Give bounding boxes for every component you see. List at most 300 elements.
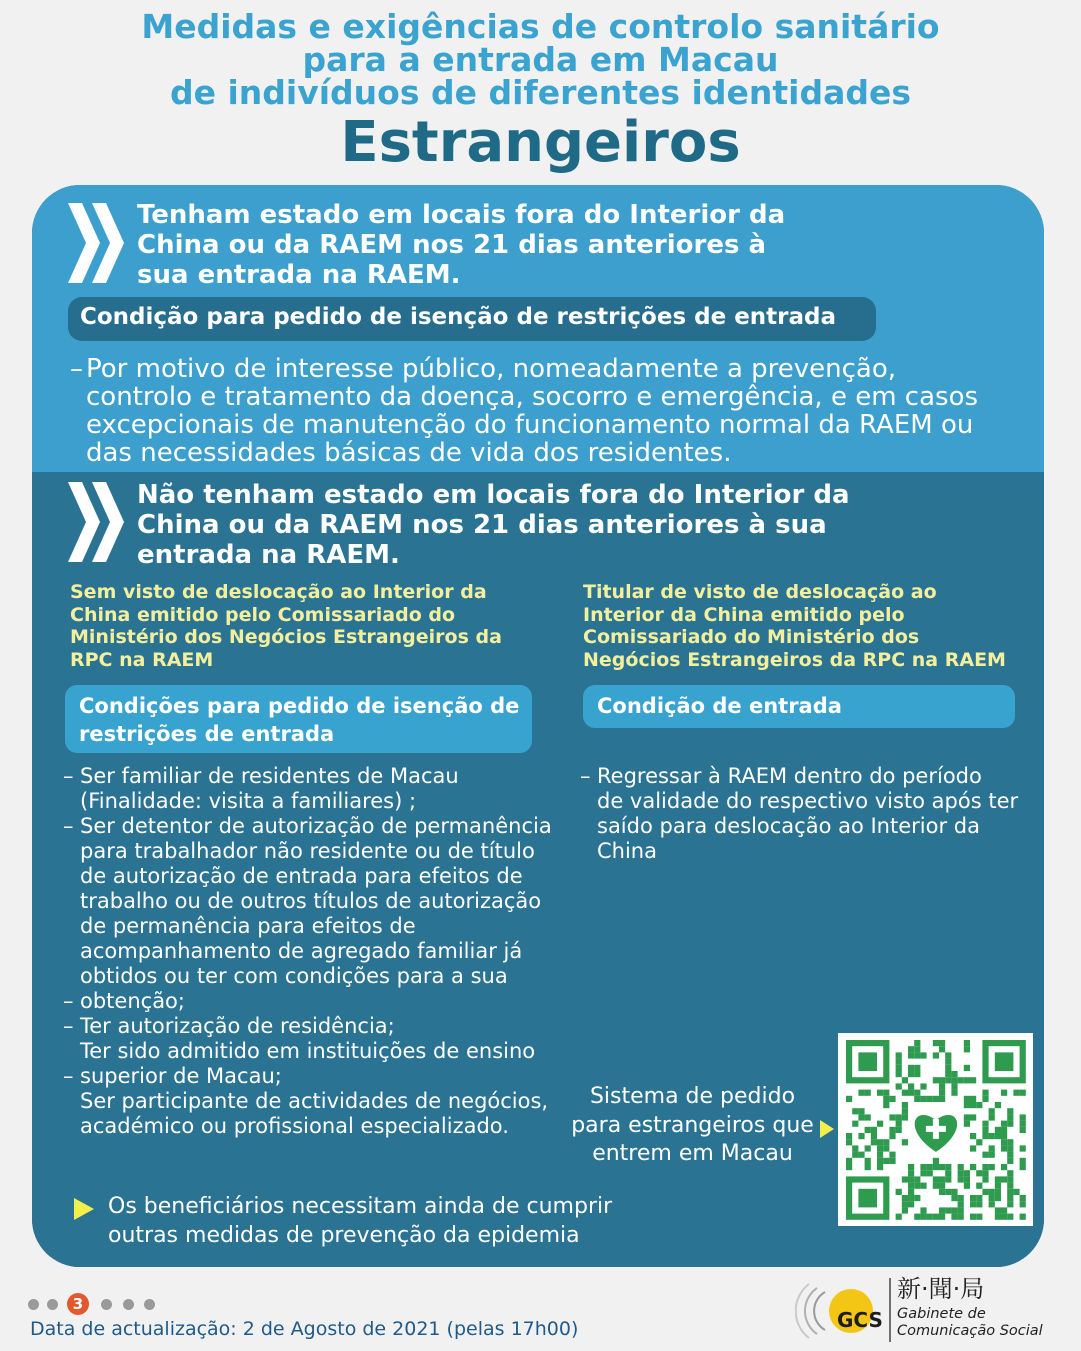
triangle-arrow-icon — [74, 1198, 94, 1220]
qr-module — [902, 1108, 908, 1114]
qr-module — [889, 1114, 895, 1120]
qr-module — [939, 1096, 945, 1102]
triangle-arrow-icon — [820, 1120, 834, 1138]
qr-module — [908, 1176, 914, 1182]
qr-module — [1001, 1139, 1007, 1145]
list-item — [63, 814, 552, 839]
note-line: Os beneficiários necessitam ainda de cumprir — [108, 1194, 613, 1219]
qr-module — [945, 1164, 951, 1170]
qr-module — [976, 1201, 982, 1207]
qr-module — [958, 1176, 964, 1182]
qr-module — [1020, 1145, 1026, 1151]
qr-module — [846, 1139, 852, 1145]
qr-module — [995, 1207, 1001, 1213]
qr-module — [914, 1096, 920, 1102]
list-item-text: acompanhamento de agregado familiar já — [80, 939, 523, 963]
epidemic-note — [108, 1192, 612, 1250]
qr-module — [1001, 1176, 1007, 1182]
qr-module — [964, 1170, 970, 1176]
qr-module — [908, 1201, 914, 1207]
qr-module — [970, 1201, 976, 1207]
qr-module — [995, 1176, 1001, 1182]
condition-line: Condições para pedido de isenção de — [79, 694, 520, 718]
logo-chinese-name: 新·聞·局 — [897, 1275, 985, 1303]
list-item-text: (Finalidade: visita a familiares) ; — [80, 789, 417, 813]
qr-module — [964, 1065, 970, 1071]
qr-module — [846, 1133, 852, 1139]
list-item — [80, 914, 552, 939]
qr-module — [1020, 1114, 1026, 1120]
qr-module — [908, 1189, 914, 1195]
dash-marker: – — [63, 764, 74, 788]
double-chevron-icon — [68, 203, 126, 283]
qr-module — [933, 1052, 939, 1058]
title-line-2: para a entrada em Macau — [302, 40, 779, 79]
qr-module — [908, 1046, 914, 1052]
section1-heading — [137, 200, 785, 290]
list-item — [80, 839, 552, 864]
qr-module — [945, 1059, 951, 1065]
qr-module — [1007, 1121, 1013, 1127]
qr-module — [958, 1201, 964, 1207]
qr-module — [889, 1127, 895, 1133]
qr-module — [902, 1114, 908, 1120]
qr-module — [989, 1201, 995, 1207]
qr-module — [902, 1195, 908, 1201]
qr-module — [1013, 1090, 1019, 1096]
subhead-line: Negócios Estrangeiros da RPC na RAEM — [583, 648, 1006, 671]
qr-module — [945, 1052, 951, 1058]
qr-module — [858, 1152, 864, 1158]
list-item-text: Ser participante de actividades de negócios, — [80, 1089, 549, 1113]
qr-module — [889, 1096, 895, 1102]
qr-finder — [858, 1189, 877, 1208]
list-item-text: Ser familiar de residentes de Macau — [80, 764, 459, 788]
qr-module — [920, 1183, 926, 1189]
qr-module — [846, 1164, 852, 1170]
qr-module — [958, 1077, 964, 1083]
qr-module — [995, 1102, 1001, 1108]
list-item-text: trabalho ou de outros títulos de autorização — [80, 889, 542, 913]
qr-module — [1001, 1214, 1007, 1220]
qr-module — [902, 1102, 908, 1108]
qr-module — [1020, 1214, 1026, 1220]
list-item — [80, 1114, 552, 1139]
qr-module — [927, 1214, 933, 1220]
qr-module — [1020, 1158, 1026, 1164]
qr-caption-line: entrem em Macau — [592, 1141, 793, 1166]
qr-module — [982, 1152, 988, 1158]
heading-line: China ou da RAEM nos 21 dias anteriores à — [137, 230, 767, 260]
qr-module — [964, 1046, 970, 1052]
qr-module — [846, 1096, 852, 1102]
qr-module — [1001, 1133, 1007, 1139]
qr-module — [920, 1207, 926, 1213]
qr-module — [933, 1040, 939, 1046]
subhead-line: Titular de visto de deslocação ao — [583, 581, 937, 603]
qr-module — [939, 1046, 945, 1052]
qr-module — [871, 1127, 877, 1133]
subhead-line: Comissariado do Ministério dos — [583, 626, 920, 648]
double-chevron-icon — [68, 482, 126, 562]
qr-module — [896, 1052, 902, 1058]
qr-module — [982, 1127, 988, 1133]
qr-module — [927, 1096, 933, 1102]
qr-module — [927, 1164, 933, 1170]
list-item — [580, 764, 1018, 789]
bullet-line: excepcionais de manutenção do funcionamento normal da RAEM ou — [86, 410, 974, 440]
qr-module — [883, 1145, 889, 1151]
qr-module — [896, 1071, 902, 1077]
qr-module — [846, 1158, 852, 1164]
qr-module — [1020, 1127, 1026, 1133]
qr-module — [933, 1096, 939, 1102]
qr-module — [951, 1083, 957, 1089]
qr-module — [908, 1195, 914, 1201]
qr-module — [914, 1183, 920, 1189]
qr-module — [1001, 1207, 1007, 1213]
qr-module — [852, 1145, 858, 1151]
list-item — [80, 789, 552, 814]
qr-module — [951, 1077, 957, 1083]
page-dot[interactable] — [47, 1299, 58, 1310]
qr-caption-line: para estrangeiros que — [571, 1112, 814, 1138]
qr-module — [933, 1214, 939, 1220]
qr-module — [902, 1176, 908, 1182]
qr-finder — [858, 1052, 877, 1071]
qr-module — [908, 1065, 914, 1071]
list-item-text: Regressar à RAEM dentro do período — [597, 764, 982, 788]
condition-line: restrições de entrada — [79, 722, 335, 746]
list-item-text: de autorização de entrada para efeitos de — [80, 864, 523, 888]
qr-caption — [565, 1083, 820, 1169]
qr-module — [920, 1164, 926, 1170]
qr-module — [877, 1145, 883, 1151]
qr-module — [964, 1077, 970, 1083]
qr-module — [1001, 1121, 1007, 1127]
qr-module — [896, 1114, 902, 1120]
list-item-text: Ser detentor de autorização de permanência — [80, 814, 552, 838]
section1-bullets — [70, 355, 1030, 467]
qr-module — [1007, 1183, 1013, 1189]
qr-module — [889, 1158, 895, 1164]
qr-module — [920, 1170, 926, 1176]
section2-heading — [137, 480, 850, 570]
qr-module — [970, 1195, 976, 1201]
qr-module — [877, 1164, 883, 1170]
logo-name-line: Gabinete de — [897, 1306, 986, 1322]
heading-line: sua entrada na RAEM. — [137, 260, 461, 290]
qr-module — [902, 1201, 908, 1207]
qr-module — [982, 1121, 988, 1127]
left-condition-label — [65, 685, 532, 753]
heading-line: entrada na RAEM. — [137, 540, 400, 570]
qr-module — [945, 1065, 951, 1071]
qr-module — [1013, 1189, 1019, 1195]
qr-module — [958, 1214, 964, 1220]
bullet-line: das necessidades básicas de vida dos residentes. — [86, 438, 732, 468]
qr-module — [933, 1164, 939, 1170]
qr-module — [896, 1059, 902, 1065]
qr-module — [908, 1170, 914, 1176]
qr-finder — [995, 1052, 1014, 1071]
page-dot-active[interactable]: 3 — [67, 1293, 89, 1315]
qr-code-icon — [838, 1033, 1033, 1226]
qr-module — [896, 1127, 902, 1133]
list-item-text: Ter autorização de residência; — [80, 1014, 395, 1038]
qr-module — [920, 1096, 926, 1102]
qr-module — [908, 1164, 914, 1170]
list-item — [63, 989, 552, 1014]
qr-module — [1007, 1201, 1013, 1207]
heading-line: Não tenham estado em locais fora do Interior da — [137, 480, 850, 510]
qr-module — [939, 1207, 945, 1213]
qr-caption-line: Sistema de pedido — [589, 1084, 796, 1109]
qr-module — [877, 1158, 883, 1164]
bullet-line: Por motivo de interesse público, nomeadamente a prevenção, — [86, 354, 897, 384]
qr-module — [858, 1133, 864, 1139]
qr-module — [883, 1158, 889, 1164]
qr-module — [970, 1145, 976, 1151]
list-item-text: saído para deslocação ao Interior da — [597, 814, 980, 838]
list-item — [80, 939, 552, 964]
qr-module — [908, 1083, 914, 1089]
qr-module — [951, 1189, 957, 1195]
qr-module — [958, 1195, 964, 1201]
gcs-logo — [795, 1272, 1065, 1347]
logo-portuguese-name — [897, 1306, 1043, 1340]
qr-module — [970, 1214, 976, 1220]
qr-module — [958, 1207, 964, 1213]
qr-module — [889, 1152, 895, 1158]
qr-module — [939, 1183, 945, 1189]
qr-module — [914, 1195, 920, 1201]
qr-module — [1020, 1090, 1026, 1096]
qr-module — [989, 1164, 995, 1170]
qr-code[interactable] — [838, 1033, 1033, 1226]
subhead-line: China emitido pelo Comissariado do — [70, 603, 456, 626]
qr-module — [908, 1090, 914, 1096]
qr-module — [976, 1139, 982, 1145]
qr-module — [939, 1214, 945, 1220]
qr-module — [1007, 1195, 1013, 1201]
qr-module — [1007, 1170, 1013, 1176]
qr-module — [989, 1145, 995, 1151]
qr-module — [964, 1114, 970, 1120]
qr-module — [858, 1108, 864, 1114]
qr-module — [883, 1096, 889, 1102]
qr-module — [889, 1133, 895, 1139]
list-item-text: Ter sido admitido em instituições de ensino — [80, 1039, 536, 1063]
qr-module — [852, 1121, 858, 1127]
list-item — [597, 839, 1018, 864]
qr-module — [976, 1214, 982, 1220]
qr-module — [933, 1077, 939, 1083]
qr-module — [914, 1065, 920, 1071]
list-item-text: de validade do respectivo visto após ter — [597, 789, 1019, 813]
qr-module — [902, 1207, 908, 1213]
qr-module — [865, 1164, 871, 1170]
right-subheading — [583, 581, 1006, 671]
section-outside-areas — [32, 185, 1044, 472]
qr-module — [896, 1065, 902, 1071]
qr-module — [927, 1170, 933, 1176]
qr-module — [1007, 1114, 1013, 1120]
qr-module — [951, 1214, 957, 1220]
qr-module — [989, 1108, 995, 1114]
qr-module — [858, 1090, 864, 1096]
qr-module — [951, 1207, 957, 1213]
left-subheading — [70, 581, 502, 671]
qr-module — [995, 1189, 1001, 1195]
qr-module — [939, 1164, 945, 1170]
qr-module — [896, 1214, 902, 1220]
qr-module — [939, 1189, 945, 1195]
dash-marker: – — [580, 764, 591, 788]
list-item-text: de permanência para efeitos de — [80, 914, 416, 938]
page-dot[interactable] — [123, 1299, 134, 1310]
qr-module — [920, 1083, 926, 1089]
qr-module — [964, 1102, 970, 1108]
update-date: Data de actualização: 2 de Agosto de 2021 (pelas 17h00) — [30, 1318, 579, 1340]
qr-module — [958, 1164, 964, 1170]
bullet-line: controlo e tratamento da doença, socorro e emergência, e em casos — [86, 382, 979, 412]
qr-module — [871, 1139, 877, 1145]
qr-module — [982, 1189, 988, 1195]
qr-module — [970, 1102, 976, 1108]
dash-marker: – — [63, 989, 74, 1013]
qr-module — [877, 1139, 883, 1145]
qr-module — [995, 1183, 1001, 1189]
qr-module — [877, 1121, 883, 1127]
qr-module — [914, 1176, 920, 1182]
qr-module — [976, 1195, 982, 1201]
list-item-text: académico ou profissional especializado. — [80, 1114, 509, 1138]
qr-module — [970, 1114, 976, 1120]
qr-module — [1007, 1176, 1013, 1182]
qr-module — [883, 1090, 889, 1096]
qr-module — [933, 1158, 939, 1164]
dash-marker: – — [63, 814, 74, 838]
cross-mark — [926, 1126, 946, 1132]
qr-module — [1007, 1189, 1013, 1195]
note-line: outras medidas de prevenção da epidemia — [108, 1223, 580, 1248]
qr-module — [865, 1127, 871, 1133]
qr-module — [902, 1090, 908, 1096]
subhead-line: RPC na RAEM — [70, 648, 214, 671]
list-item-text: obtidos ou ter com condições para a sua — [80, 964, 508, 988]
qr-module — [908, 1183, 914, 1189]
qr-module — [964, 1096, 970, 1102]
qr-module — [939, 1090, 945, 1096]
qr-module — [989, 1152, 995, 1158]
qr-module — [995, 1127, 1001, 1133]
list-item — [63, 764, 552, 789]
qr-module — [939, 1077, 945, 1083]
qr-module — [871, 1133, 877, 1139]
qr-module — [982, 1164, 988, 1170]
qr-module — [865, 1114, 871, 1120]
qr-module — [995, 1214, 1001, 1220]
qr-module — [852, 1108, 858, 1114]
page-dot[interactable] — [28, 1299, 39, 1310]
qr-module — [945, 1170, 951, 1176]
list-item — [597, 814, 1018, 839]
qr-module — [1007, 1108, 1013, 1114]
qr-module — [852, 1152, 858, 1158]
qr-module — [908, 1071, 914, 1077]
dash-marker: – — [63, 1064, 74, 1088]
dash-marker: – — [70, 354, 83, 384]
qr-module — [970, 1077, 976, 1083]
qr-module — [995, 1195, 1001, 1201]
section1-condition-label: Condição para pedido de isenção de restrições de entrada — [68, 297, 876, 341]
list-item — [80, 964, 552, 989]
subhead-line: Sem visto de deslocação ao Interior da — [70, 581, 487, 603]
qr-module — [902, 1139, 908, 1145]
page-dot[interactable] — [101, 1299, 112, 1310]
qr-module — [982, 1133, 988, 1139]
qr-module — [883, 1139, 889, 1145]
qr-module — [1020, 1195, 1026, 1201]
subhead-line: Interior da China emitido pelo — [583, 603, 905, 626]
qr-module — [945, 1071, 951, 1077]
qr-module — [976, 1170, 982, 1176]
qr-module — [970, 1133, 976, 1139]
qr-module — [976, 1183, 982, 1189]
qr-module — [970, 1164, 976, 1170]
page-dot[interactable] — [144, 1299, 155, 1310]
qr-module — [1001, 1164, 1007, 1170]
qr-module — [1001, 1127, 1007, 1133]
qr-module — [945, 1176, 951, 1182]
qr-module — [1007, 1214, 1013, 1220]
qr-module — [989, 1114, 995, 1120]
qr-module — [1007, 1152, 1013, 1158]
right-condition-list — [580, 764, 1019, 864]
qr-module — [989, 1189, 995, 1195]
qr-module — [951, 1071, 957, 1077]
qr-module — [902, 1077, 908, 1083]
list-item-text: China — [597, 839, 657, 863]
qr-module — [982, 1090, 988, 1096]
qr-module — [964, 1176, 970, 1182]
qr-module — [945, 1077, 951, 1083]
qr-module — [958, 1170, 964, 1176]
qr-module — [1007, 1139, 1013, 1145]
qr-module — [914, 1071, 920, 1077]
subhead-line: Ministério dos Negócios Estrangeiros da — [70, 626, 502, 648]
qr-module — [877, 1090, 883, 1096]
qr-module — [951, 1090, 957, 1096]
left-condition-list — [63, 764, 552, 1139]
list-item-text: para trabalhador não residente ou de título — [80, 839, 535, 863]
qr-module — [939, 1083, 945, 1089]
list-item — [63, 1014, 552, 1039]
qr-module — [982, 1176, 988, 1182]
qr-module — [964, 1121, 970, 1127]
qr-module — [939, 1176, 945, 1182]
qr-module — [920, 1052, 926, 1058]
qr-module — [914, 1214, 920, 1220]
list-item — [80, 889, 552, 914]
list-item-text: obtenção; — [80, 989, 185, 1013]
list-item — [80, 1039, 552, 1064]
qr-module — [865, 1145, 871, 1151]
qr-module — [995, 1133, 1001, 1139]
right-condition-label — [583, 685, 1015, 728]
title-line-1: Medidas e exigências de controlo sanitário — [141, 7, 940, 46]
